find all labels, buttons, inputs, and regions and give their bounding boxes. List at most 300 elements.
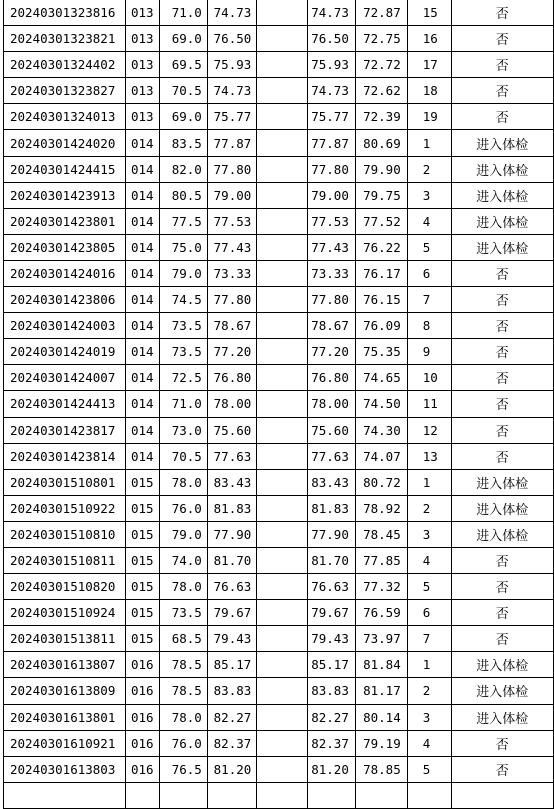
position-code-cell: 015 [125,469,159,495]
status-cell: 进入体检 [451,156,553,182]
blank-cell [256,443,307,469]
total-score-cell: 77.85 [355,547,407,573]
rank-cell: 1 [407,469,451,495]
total-score-cell: 74.30 [355,417,407,443]
interview-score-cell: 82.27 [207,704,256,730]
interview-score-cell: 76.80 [207,365,256,391]
blank-cell [256,234,307,260]
status-cell: 否 [451,26,553,52]
status-cell: 否 [451,313,553,339]
interview-score-cell: 85.17 [207,652,256,678]
exam-id-cell: 20240301323821 [4,26,126,52]
final-interview-cell: 81.83 [307,495,355,521]
exam-id-cell: 20240301423806 [4,287,126,313]
final-interview-cell: 77.43 [307,234,355,260]
total-score-cell: 80.14 [355,704,407,730]
written-score-cell: 68.5 [159,626,207,652]
exam-id-cell: 20240301424415 [4,156,126,182]
table-row [4,391,554,417]
blank-cell [256,287,307,313]
rank-cell: 8 [407,313,451,339]
written-score-cell: 82.0 [159,156,207,182]
final-interview-cell: 77.80 [307,156,355,182]
exam-id-cell: 20240301613807 [4,652,126,678]
table-row [4,495,554,521]
written-score-cell: 69.0 [159,104,207,130]
rank-cell: 12 [407,417,451,443]
interview-score-cell: 77.63 [207,443,256,469]
position-code-cell: 013 [125,104,159,130]
position-code-cell: 014 [125,287,159,313]
exam-id-cell: 20240301424003 [4,313,126,339]
table-row [4,182,554,208]
rank-cell: 4 [407,547,451,573]
interview-score-cell: 77.43 [207,234,256,260]
total-score-cell: 73.97 [355,626,407,652]
position-code-cell: 014 [125,417,159,443]
exam-id-cell: 20240301423801 [4,208,126,234]
total-score-cell: 74.07 [355,443,407,469]
written-score-cell: 78.0 [159,469,207,495]
position-code-cell: 016 [125,678,159,704]
final-interview-cell: 76.63 [307,574,355,600]
exam-id-cell: 20240301510922 [4,495,126,521]
position-code-cell [125,782,159,808]
total-score-cell [355,782,407,808]
rank-cell: 2 [407,495,451,521]
interview-score-cell: 83.83 [207,678,256,704]
exam-id-cell: 20240301510801 [4,469,126,495]
table-row [4,208,554,234]
interview-score-cell: 79.43 [207,626,256,652]
written-score-cell: 78.5 [159,678,207,704]
position-code-cell: 014 [125,156,159,182]
exam-id-cell [4,782,126,808]
exam-id-cell: 20240301424020 [4,130,126,156]
blank-cell [256,0,307,26]
rank-cell: 3 [407,521,451,547]
rank-cell: 5 [407,234,451,260]
rank-cell: 1 [407,652,451,678]
position-code-cell: 014 [125,208,159,234]
blank-cell [256,182,307,208]
blank-cell [256,626,307,652]
final-interview-cell: 75.60 [307,417,355,443]
table-row [4,521,554,547]
final-interview-cell: 73.33 [307,260,355,286]
status-cell: 否 [451,626,553,652]
final-interview-cell: 75.77 [307,104,355,130]
written-score-cell: 76.0 [159,495,207,521]
status-cell: 否 [451,443,553,469]
table-row [4,156,554,182]
exam-id-cell: 20240301424413 [4,391,126,417]
final-interview-cell: 77.20 [307,339,355,365]
table-row [4,339,554,365]
table-row [4,104,554,130]
blank-cell [256,469,307,495]
rank-cell: 6 [407,600,451,626]
final-interview-cell: 82.37 [307,730,355,756]
written-score-cell: 79.0 [159,521,207,547]
position-code-cell: 014 [125,339,159,365]
written-score-cell: 74.0 [159,547,207,573]
position-code-cell: 014 [125,182,159,208]
written-score-cell: 78.5 [159,652,207,678]
interview-score-cell: 75.60 [207,417,256,443]
interview-score-cell: 74.73 [207,78,256,104]
exam-id-cell: 20240301324013 [4,104,126,130]
total-score-cell: 72.72 [355,52,407,78]
total-score-cell: 74.65 [355,365,407,391]
blank-cell [256,365,307,391]
written-score-cell [159,782,207,808]
exam-id-cell: 20240301513811 [4,626,126,652]
total-score-cell: 72.39 [355,104,407,130]
written-score-cell: 72.5 [159,365,207,391]
exam-id-cell: 20240301323827 [4,78,126,104]
blank-cell [256,574,307,600]
status-cell: 进入体检 [451,652,553,678]
exam-id-cell: 20240301510810 [4,521,126,547]
blank-cell [256,417,307,443]
position-code-cell: 016 [125,652,159,678]
final-interview-cell: 77.90 [307,521,355,547]
total-score-cell: 77.32 [355,574,407,600]
table-body [4,0,554,808]
status-cell: 进入体检 [451,208,553,234]
final-interview-cell: 74.73 [307,78,355,104]
final-interview-cell: 81.20 [307,756,355,782]
total-score-cell: 76.59 [355,600,407,626]
interview-score-cell: 77.80 [207,156,256,182]
final-interview-cell: 77.53 [307,208,355,234]
position-code-cell: 014 [125,365,159,391]
position-code-cell: 013 [125,0,159,26]
written-score-cell: 69.5 [159,52,207,78]
interview-score-cell: 77.53 [207,208,256,234]
status-cell: 否 [451,365,553,391]
blank-cell [256,704,307,730]
final-interview-cell: 82.27 [307,704,355,730]
written-score-cell: 69.0 [159,26,207,52]
blank-cell [256,495,307,521]
rank-cell: 2 [407,156,451,182]
blank-cell [256,756,307,782]
written-score-cell: 75.0 [159,234,207,260]
rank-cell: 3 [407,704,451,730]
position-code-cell: 013 [125,26,159,52]
written-score-cell: 74.5 [159,287,207,313]
interview-score-cell: 82.37 [207,730,256,756]
table-row [4,756,554,782]
total-score-cell: 79.19 [355,730,407,756]
blank-cell [256,260,307,286]
blank-cell [256,391,307,417]
position-code-cell: 016 [125,704,159,730]
position-code-cell: 016 [125,730,159,756]
interview-score-cell: 77.87 [207,130,256,156]
exam-id-cell: 20240301323816 [4,0,126,26]
rank-cell: 10 [407,365,451,391]
rank-cell: 1 [407,130,451,156]
status-cell: 否 [451,104,553,130]
rank-cell: 9 [407,339,451,365]
status-cell: 进入体检 [451,495,553,521]
table-row [4,600,554,626]
written-score-cell: 77.5 [159,208,207,234]
written-score-cell: 78.0 [159,704,207,730]
total-score-cell: 72.62 [355,78,407,104]
exam-id-cell: 20240301510820 [4,574,126,600]
interview-score-cell: 79.00 [207,182,256,208]
position-code-cell: 014 [125,443,159,469]
position-code-cell: 015 [125,626,159,652]
final-interview-cell: 79.67 [307,600,355,626]
table-row [4,652,554,678]
rank-cell: 4 [407,730,451,756]
blank-cell [256,78,307,104]
exam-id-cell: 20240301423805 [4,234,126,260]
status-cell [451,782,553,808]
final-interview-cell: 83.43 [307,469,355,495]
written-score-cell: 73.5 [159,339,207,365]
final-interview-cell: 74.73 [307,0,355,26]
blank-cell [256,521,307,547]
total-score-cell: 72.75 [355,26,407,52]
written-score-cell: 76.5 [159,756,207,782]
position-code-cell: 015 [125,574,159,600]
status-cell: 否 [451,756,553,782]
interview-score-cell: 76.63 [207,574,256,600]
rank-cell: 11 [407,391,451,417]
written-score-cell: 71.0 [159,391,207,417]
rank-cell: 19 [407,104,451,130]
table-row [4,26,554,52]
status-cell: 否 [451,52,553,78]
final-interview-cell: 81.70 [307,547,355,573]
rank-cell: 18 [407,78,451,104]
interview-score-cell: 81.83 [207,495,256,521]
table-row [4,730,554,756]
position-code-cell: 015 [125,547,159,573]
interview-score-cell: 81.70 [207,547,256,573]
final-interview-cell: 79.00 [307,182,355,208]
blank-cell [256,313,307,339]
position-code-cell: 014 [125,391,159,417]
position-code-cell: 013 [125,52,159,78]
blank-cell [256,678,307,704]
status-cell: 进入体检 [451,130,553,156]
table-row [4,52,554,78]
blank-cell [256,104,307,130]
final-interview-cell: 78.67 [307,313,355,339]
total-score-cell: 76.09 [355,313,407,339]
interview-score-cell: 75.77 [207,104,256,130]
interview-score-cell: 77.20 [207,339,256,365]
exam-id-cell: 20240301613809 [4,678,126,704]
written-score-cell: 73.0 [159,417,207,443]
status-cell: 进入体检 [451,678,553,704]
status-cell: 进入体检 [451,521,553,547]
total-score-cell: 79.75 [355,182,407,208]
rank-cell: 15 [407,0,451,26]
table-row [4,782,554,808]
blank-cell [256,600,307,626]
total-score-cell: 81.84 [355,652,407,678]
final-interview-cell: 78.00 [307,391,355,417]
status-cell: 否 [451,730,553,756]
blank-cell [256,782,307,808]
rank-cell: 2 [407,678,451,704]
interview-score-cell: 75.93 [207,52,256,78]
status-cell: 否 [451,260,553,286]
blank-cell [256,652,307,678]
rank-cell: 7 [407,626,451,652]
total-score-cell: 76.22 [355,234,407,260]
rank-cell: 17 [407,52,451,78]
exam-id-cell: 20240301423913 [4,182,126,208]
interview-score-cell: 76.50 [207,26,256,52]
written-score-cell: 79.0 [159,260,207,286]
total-score-cell: 78.92 [355,495,407,521]
interview-score-cell: 79.67 [207,600,256,626]
total-score-cell: 81.17 [355,678,407,704]
status-cell: 否 [451,391,553,417]
written-score-cell: 80.5 [159,182,207,208]
blank-cell [256,130,307,156]
final-interview-cell: 85.17 [307,652,355,678]
status-cell: 否 [451,78,553,104]
total-score-cell: 72.87 [355,0,407,26]
status-cell: 进入体检 [451,182,553,208]
status-cell: 进入体检 [451,469,553,495]
table-row [4,0,554,26]
table-row [4,417,554,443]
final-interview-cell: 83.83 [307,678,355,704]
blank-cell [256,547,307,573]
table-row [4,130,554,156]
rank-cell: 16 [407,26,451,52]
position-code-cell: 014 [125,313,159,339]
position-code-cell: 014 [125,260,159,286]
final-interview-cell: 77.80 [307,287,355,313]
rank-cell: 7 [407,287,451,313]
status-cell: 否 [451,287,553,313]
position-code-cell: 014 [125,234,159,260]
exam-id-cell: 20240301423817 [4,417,126,443]
rank-cell: 13 [407,443,451,469]
position-code-cell: 014 [125,130,159,156]
interview-score-cell: 77.90 [207,521,256,547]
position-code-cell: 015 [125,495,159,521]
table-row [4,287,554,313]
total-score-cell: 77.52 [355,208,407,234]
total-score-cell: 75.35 [355,339,407,365]
exam-id-cell: 20240301613801 [4,704,126,730]
exam-id-cell: 20240301423814 [4,443,126,469]
status-cell: 否 [451,0,553,26]
total-score-cell: 80.69 [355,130,407,156]
total-score-cell: 79.90 [355,156,407,182]
position-code-cell: 016 [125,756,159,782]
total-score-cell: 78.45 [355,521,407,547]
rank-cell: 6 [407,260,451,286]
rank-cell: 3 [407,182,451,208]
position-code-cell: 013 [125,78,159,104]
exam-id-cell: 20240301610921 [4,730,126,756]
blank-cell [256,208,307,234]
interview-score-cell [207,782,256,808]
final-interview-cell: 76.50 [307,26,355,52]
position-code-cell: 015 [125,600,159,626]
interview-score-cell: 73.33 [207,260,256,286]
final-interview-cell [307,782,355,808]
interview-score-cell: 83.43 [207,469,256,495]
final-interview-cell: 77.87 [307,130,355,156]
position-code-cell: 015 [125,521,159,547]
exam-id-cell: 20240301510811 [4,547,126,573]
status-cell: 否 [451,339,553,365]
total-score-cell: 76.17 [355,260,407,286]
exam-id-cell: 20240301613803 [4,756,126,782]
table-row [4,678,554,704]
exam-id-cell: 20240301424007 [4,365,126,391]
written-score-cell: 70.5 [159,443,207,469]
interview-score-cell: 78.67 [207,313,256,339]
table-row [4,365,554,391]
rank-cell: 4 [407,208,451,234]
total-score-cell: 80.72 [355,469,407,495]
final-interview-cell: 77.63 [307,443,355,469]
table-row [4,313,554,339]
written-score-cell: 71.0 [159,0,207,26]
table-row [4,234,554,260]
final-interview-cell: 75.93 [307,52,355,78]
table-row [4,78,554,104]
status-cell: 进入体检 [451,234,553,260]
written-score-cell: 73.5 [159,600,207,626]
table-row [4,547,554,573]
table-row [4,704,554,730]
interview-score-cell: 77.80 [207,287,256,313]
exam-id-cell: 20240301424019 [4,339,126,365]
written-score-cell: 73.5 [159,313,207,339]
status-cell: 否 [451,574,553,600]
blank-cell [256,156,307,182]
status-cell: 否 [451,417,553,443]
interview-score-cell: 81.20 [207,756,256,782]
exam-id-cell: 20240301510924 [4,600,126,626]
interview-score-cell: 74.73 [207,0,256,26]
rank-cell: 5 [407,574,451,600]
status-cell: 否 [451,600,553,626]
table-row [4,443,554,469]
blank-cell [256,339,307,365]
status-cell: 否 [451,547,553,573]
table-row [4,574,554,600]
table-row [4,469,554,495]
exam-id-cell: 20240301424016 [4,260,126,286]
table-row [4,626,554,652]
total-score-cell: 78.85 [355,756,407,782]
written-score-cell: 76.0 [159,730,207,756]
rank-cell: 5 [407,756,451,782]
blank-cell [256,730,307,756]
interview-score-cell: 78.00 [207,391,256,417]
blank-cell [256,26,307,52]
final-interview-cell: 79.43 [307,626,355,652]
